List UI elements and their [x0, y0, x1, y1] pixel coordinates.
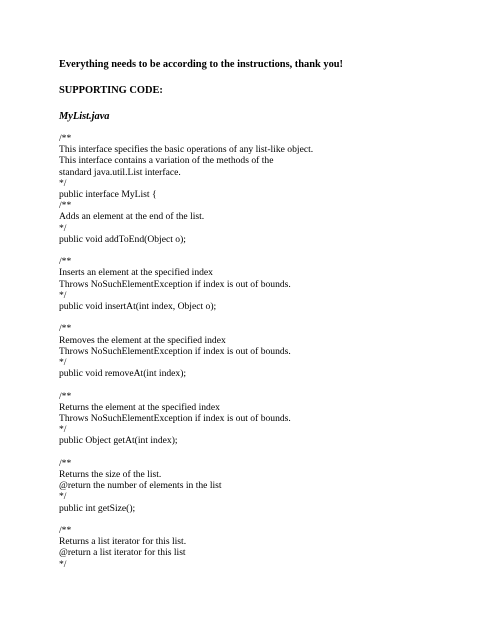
spacer	[59, 123, 479, 133]
code-line: Adds an element at the end of the list.	[59, 211, 205, 223]
code-line: public Object getAt(int index);	[59, 435, 178, 447]
code-line: @return a list iterator for this list	[59, 547, 186, 559]
code-line: standard java.util.List interface.	[59, 166, 181, 178]
code-line: /**	[59, 133, 72, 144]
code-line: /**	[59, 390, 72, 402]
code-listing	[59, 133, 479, 570]
code-line: @return the number of elements in the list	[59, 480, 222, 492]
code-line: Removes the element at the specified index	[59, 334, 226, 346]
code-line: public int getSize();	[59, 502, 136, 514]
code-line: /**	[59, 525, 72, 537]
code-line: Throws NoSuchElementException if index is out of bounds.	[59, 413, 291, 425]
spacer	[59, 97, 479, 110]
code-line: This interface specifies the basic operations of any list-like object.	[59, 144, 314, 156]
code-line: public interface MyList {	[59, 189, 157, 201]
code-line: */	[59, 222, 67, 234]
code-line: public void insertAt(int index, Object o);	[59, 301, 217, 313]
code-line: This interface contains a variation of the methods of the	[59, 155, 274, 167]
file-title: MyList.java	[59, 111, 110, 122]
code-line: */	[59, 424, 67, 436]
blank-line	[59, 514, 479, 525]
code-line: /**	[59, 457, 72, 469]
code-line: Throws NoSuchElementException if index is out of bounds.	[59, 278, 291, 290]
instruction-line: Everything needs to be according to the instructions, thank you!	[59, 59, 344, 70]
section-heading: SUPPORTING CODE:	[59, 85, 163, 96]
code-line: */	[59, 289, 67, 301]
code-line: Inserts an element at the specified index	[59, 267, 213, 279]
code-line: */	[59, 558, 67, 570]
code-line: Throws NoSuchElementException if index is out of bounds.	[59, 345, 291, 357]
document-content	[59, 58, 479, 570]
code-line: public void removeAt(int index);	[59, 368, 187, 380]
blank-line	[59, 245, 479, 256]
code-line: Returns the element at the specified index	[59, 401, 220, 413]
blank-line	[59, 447, 479, 458]
code-line: */	[59, 491, 67, 503]
blank-line	[59, 312, 479, 323]
blank-line	[59, 379, 479, 390]
code-line: /**	[59, 256, 72, 268]
code-line: public void addToEnd(Object o);	[59, 233, 186, 245]
spacer	[59, 71, 479, 84]
code-line: Returns the size of the list.	[59, 469, 162, 481]
code-line: */	[59, 357, 67, 369]
code-line: /**	[59, 323, 72, 335]
code-line: Returns a list iterator for this list.	[59, 536, 187, 548]
code-line: /**	[59, 200, 72, 212]
code-line: */	[59, 177, 67, 189]
